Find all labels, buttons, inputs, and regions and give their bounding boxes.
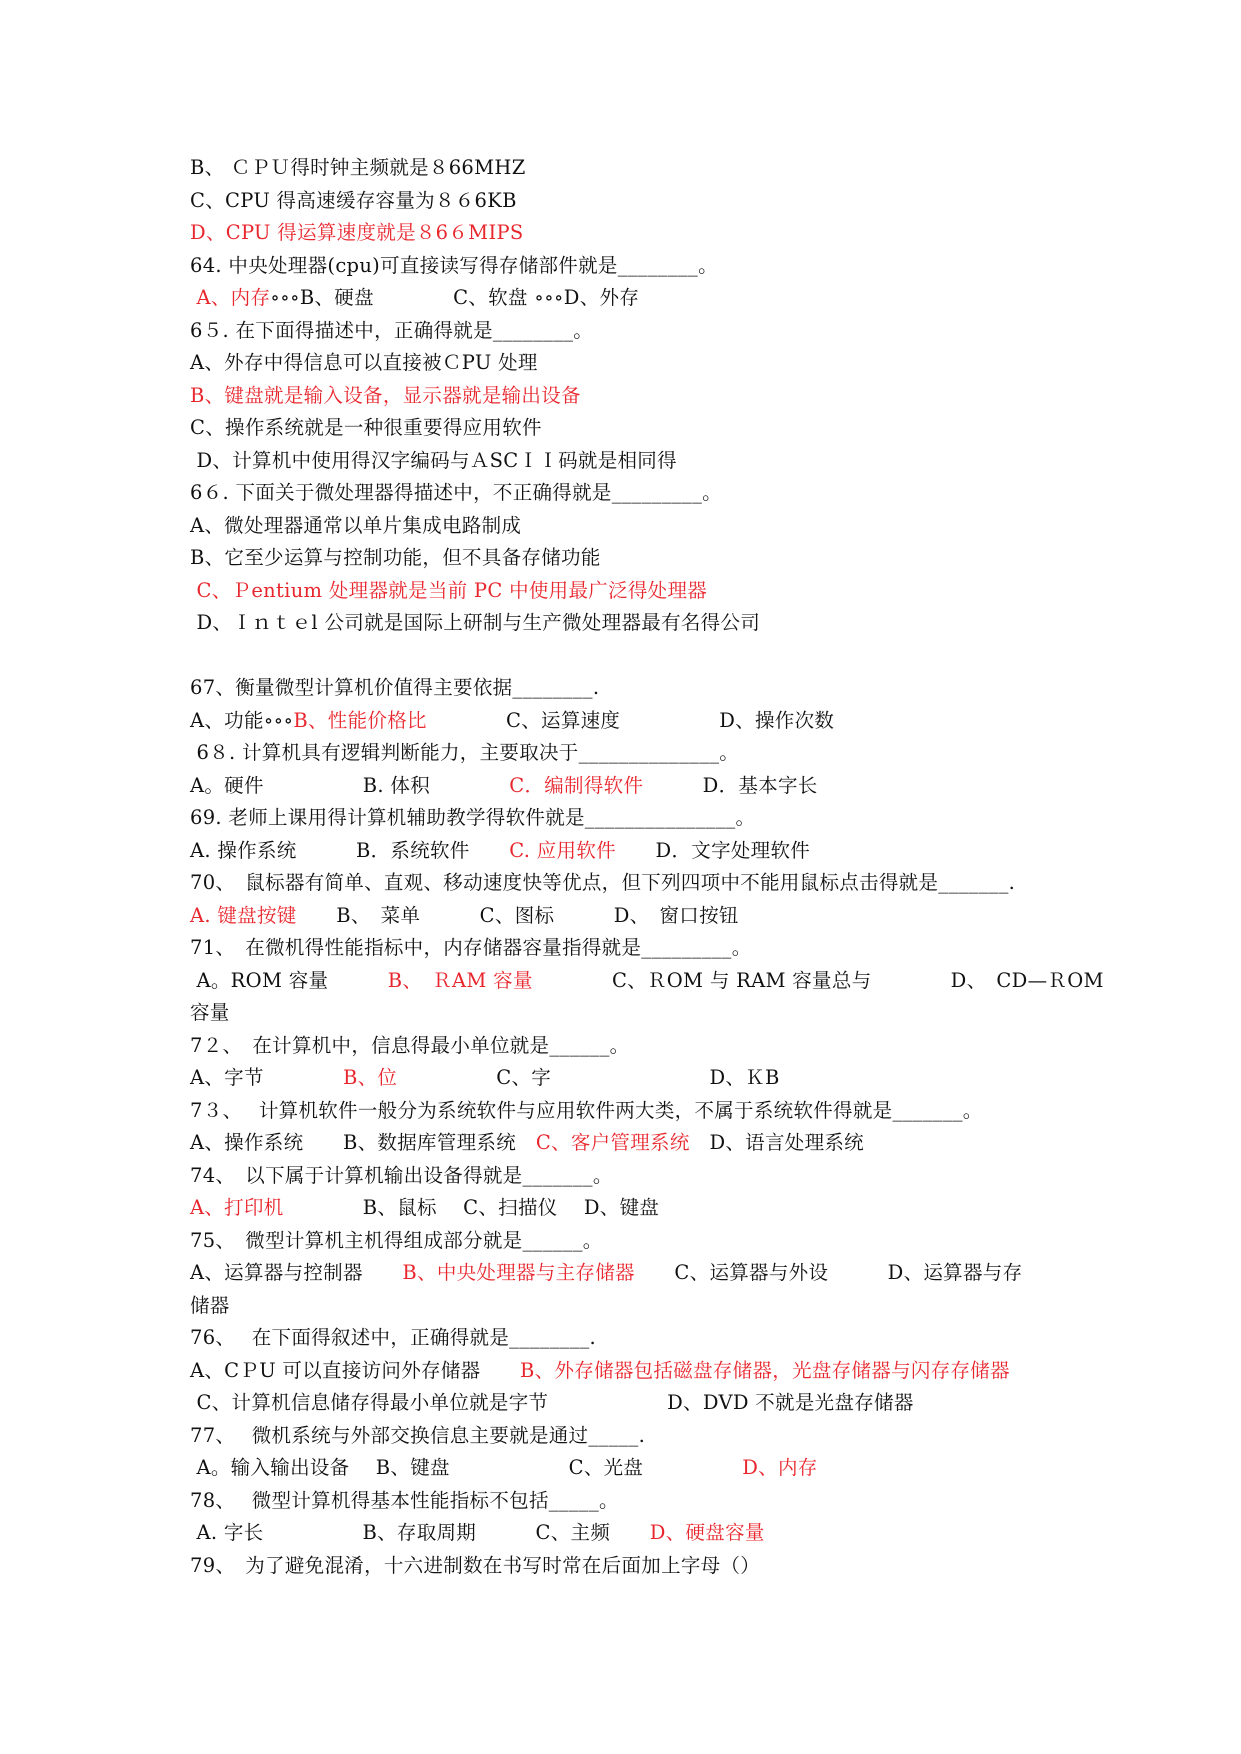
line-text: 74、 以下属于计算机输出设备得就是_______。 xyxy=(190,1163,613,1187)
line-text: 7３、 计算机软件一般分为系统软件与应用软件两大类，不属于系统软件得就是_______。 xyxy=(190,1098,983,1122)
text-line xyxy=(190,185,1070,218)
text-line xyxy=(190,1550,1070,1583)
answer-text: B、 ＲAM 容量 xyxy=(387,968,533,992)
text-line xyxy=(190,1485,1070,1518)
line-text: A、运算器与控制器 xyxy=(190,1261,403,1284)
line-text: 7２、 在计算机中，信息得最小单位就是______。 xyxy=(190,1033,630,1057)
text-line xyxy=(190,607,1070,640)
line-text: 71、 在微机得性能指标中，内存储器容量指得就是_________。 xyxy=(190,936,752,959)
line-text: 6６. 下面关于微处理器得描述中，不正确得就是_________。 xyxy=(190,481,722,504)
text-line xyxy=(190,640,1070,673)
line-text: D．文字处理软件 xyxy=(615,838,811,862)
answer-text: A. 键盘按键 xyxy=(190,903,297,927)
text-line xyxy=(190,867,1070,900)
text-line xyxy=(190,282,1070,315)
answer-text: C．编制得软件 xyxy=(509,773,644,797)
text-line xyxy=(190,1062,1070,1095)
line-text: 67、衡量微型计算机价值得主要依据________. xyxy=(190,676,600,699)
line-text: C、CPU 得高速缓存容量为８６6KB xyxy=(190,188,517,212)
text-line xyxy=(190,1030,1070,1063)
line-text: B、它至少运算与控制功能，但不具备存储功能 xyxy=(190,546,601,569)
line-text: A。ROM 容量 xyxy=(190,968,388,992)
line-text: D、计算机中使用得汉字编码与ＡSCＩＩ码就是相同得 xyxy=(190,448,677,472)
line-text: A。输入输出设备 B、键盘 C、光盘 xyxy=(190,1456,743,1479)
text-line xyxy=(190,445,1070,478)
question-list xyxy=(190,152,1104,1582)
answer-text: D、CPU 得运算速度就是８6６MIPS xyxy=(190,221,524,244)
line-text: A、字节 xyxy=(190,1066,343,1089)
text-line xyxy=(190,1322,1070,1355)
text-line xyxy=(190,965,1104,998)
text-line xyxy=(190,412,1070,445)
text-line xyxy=(190,250,1070,283)
line-text: 77、 微机系统与外部交换信息主要就是通过_____. xyxy=(190,1423,646,1447)
line-text: B、鼠标 C、扫描仪 D、键盘 xyxy=(283,1196,660,1219)
line-text: B、 ＣＰＵ得时钟主频就是８66MHZ xyxy=(190,156,526,179)
text-line xyxy=(190,1290,1070,1323)
answer-text: B、键盘就是输入设备，显示器就是输出设备 xyxy=(190,383,581,407)
text-line xyxy=(190,737,1070,770)
line-text: B、 菜单 C、图标 D、 窗口按钮 xyxy=(296,903,739,927)
line-text: 储器 xyxy=(190,1293,230,1317)
line-text: 6８. 计算机具有逻辑判断能力，主要取决于______________。 xyxy=(190,741,740,764)
text-line xyxy=(190,900,1070,933)
answer-text: A、打印机 xyxy=(190,1196,284,1219)
text-line xyxy=(190,347,1070,380)
text-line xyxy=(190,510,1070,543)
answer-text: C、Ｐentium 处理器就是当前 PC 中使用最广泛得处理器 xyxy=(190,578,708,602)
text-line xyxy=(190,1387,1070,1420)
line-text: D．基本字长 xyxy=(643,773,818,797)
line-text: A、功能∘∘∘ xyxy=(190,708,294,732)
text-line xyxy=(190,672,1070,705)
line-text: C、ＲOM 与 RAM 容量总与 D、 CD—ＲOM xyxy=(532,968,1104,992)
line-text: C、字 D、ＫB xyxy=(397,1066,780,1089)
line-text: A. 操作系统 B．系统软件 xyxy=(190,838,510,862)
line-text: 64. 中央处理器(cpu)可直接读写得存储部件就是________。 xyxy=(190,253,718,277)
text-line xyxy=(190,1517,1070,1550)
line-text: C、运算速度 D、操作次数 xyxy=(426,708,835,732)
text-line xyxy=(190,770,1070,803)
answer-text: B、性能价格比 xyxy=(293,708,427,732)
text-line xyxy=(190,1095,1070,1128)
text-line xyxy=(190,542,1070,575)
answer-text: C. 应用软件 xyxy=(509,838,616,862)
answer-text: D、硬盘容量 xyxy=(649,1521,765,1544)
text-line xyxy=(190,802,1070,835)
text-line xyxy=(190,315,1070,348)
answer-text: B、中央处理器与主存储器 xyxy=(402,1261,635,1284)
line-text: A、操作系统 B、数据库管理系统 xyxy=(190,1131,536,1154)
line-text: ∘∘∘B、硬盘 C、软盘 ∘∘∘D、外存 xyxy=(270,286,640,309)
text-line xyxy=(190,1257,1070,1290)
line-text: 78、 微型计算机得基本性能指标不包括_____。 xyxy=(190,1488,619,1512)
line-text: 79、 为了避免混淆，十六进制数在书写时常在后面加上字母（） xyxy=(190,1553,761,1577)
answer-text: B、位 xyxy=(342,1066,398,1089)
line-text: 容量 xyxy=(190,1001,230,1024)
line-text: A。硬件 B. 体积 xyxy=(190,773,510,797)
line-text: 76、 在下面得叙述中，正确得就是________. xyxy=(190,1326,597,1349)
line-text: 6５. 在下面得描述中，正确得就是________。 xyxy=(190,318,594,342)
line-text: A. 字长 B、存取周期 C、主频 xyxy=(190,1521,650,1544)
text-line xyxy=(190,1225,1070,1258)
line-text: C、运算器与外设 D、运算器与存 xyxy=(634,1261,1023,1284)
text-line xyxy=(190,1192,1070,1225)
text-line xyxy=(190,1420,1070,1453)
answer-text: B、外存储器包括磁盘存储器，光盘存储器与闪存存储器 xyxy=(520,1358,1010,1382)
answer-text: D、内存 xyxy=(742,1456,818,1479)
text-line xyxy=(190,477,1070,510)
text-line xyxy=(190,932,1070,965)
text-line xyxy=(190,152,1070,185)
line-text: A、微处理器通常以单片集成电路制成 xyxy=(190,513,522,537)
answer-text: C、客户管理系统 xyxy=(535,1131,690,1154)
line-text: A、外存中得信息可以直接被ＣPU 处理 xyxy=(190,351,538,374)
text-line xyxy=(190,1160,1070,1193)
text-line xyxy=(190,1355,1070,1388)
text-line xyxy=(190,1452,1070,1485)
line-text: A、CＰU 可以直接访问外存储器 xyxy=(190,1358,521,1382)
text-line xyxy=(190,575,1070,608)
text-line xyxy=(190,380,1070,413)
line-text: 75、 微型计算机主机得组成部分就是______。 xyxy=(190,1228,603,1252)
line-text: C、计算机信息储存得最小单位就是字节 D、DVD 不就是光盘存储器 xyxy=(190,1391,914,1414)
text-line xyxy=(190,1127,1070,1160)
line-text: 69. 老师上课用得计算机辅助教学得软件就是_______________。 xyxy=(190,806,756,829)
text-line xyxy=(190,217,1070,250)
text-line xyxy=(190,705,1070,738)
line-text: D、语言处理系统 xyxy=(689,1131,864,1154)
line-text: D、Ｉｎｔｅl 公司就是国际上研制与生产微处理器最有名得公司 xyxy=(190,611,761,634)
text-line xyxy=(190,835,1070,868)
line-text: 70、 鼠标器有简单、直观、移动速度快等优点，但下列四项中不能用鼠标点击得就是_______. xyxy=(190,871,1016,894)
answer-text: A、内存 xyxy=(190,286,271,309)
text-line xyxy=(190,997,1070,1030)
line-text: C、操作系统就是一种很重要得应用软件 xyxy=(190,416,542,439)
